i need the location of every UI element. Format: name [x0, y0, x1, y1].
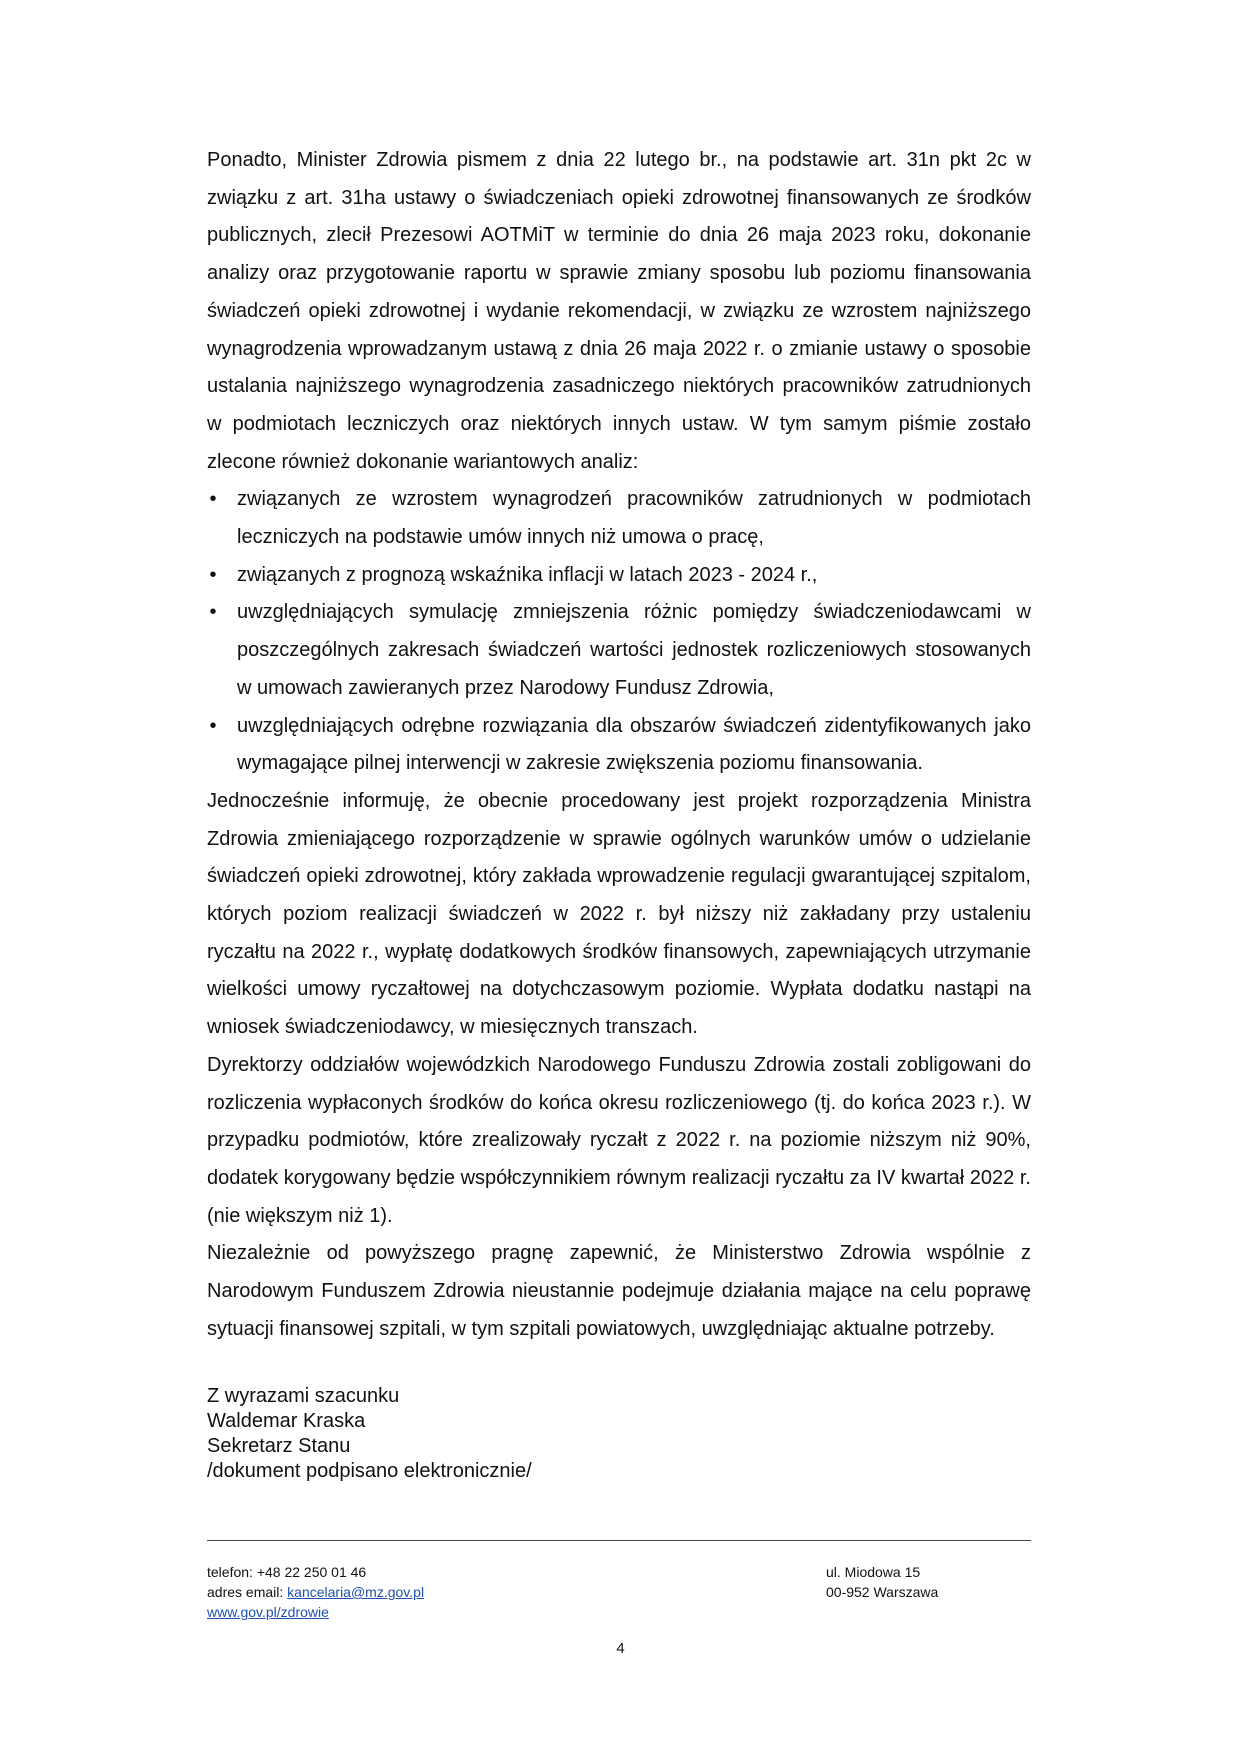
list-item-text: uwzględniających symulację zmniejszenia różnic pomiędzy świadczeniodawcami w poszczególnych zakresach świadczeń wartości jednostek rozliczeniowych stosowanych w umowach zawieranych przez Narodowy Fundusz Zdrowia, — [237, 601, 1031, 699]
paragraph-regulation-draft: Jednocześnie informuję, że obecnie procedowany jest projekt rozporządzenia Ministra Zdrowia zmieniającego rozporządzenie w sprawie ogólnych warunków umów o udzielanie świadczeń opieki zdrowotnej, który zakłada wprowadzenie regulacji gwarantującej szpitalom, których poziom realizacji świadczeń w 2022 r. był niższy niż zakładany przy ustaleniu ryczałtu na 2022 r., wypłatę dodatkowych środków finansowych, zapewniających utrzymanie wielkości umowy ryczałtowej na dotychczasowym poziomie. Wypłata dodatku nastąpi na wniosek świadczeniodawcy, w miesięcznych transzach. — [207, 789, 1031, 1039]
paragraph-settlement: Dyrektorzy oddziałów wojewódzkich Narodowego Funduszu Zdrowia zostali zobligowani do rozliczenia wypłaconych środków do końca okresu rozliczeniowego (tj. do końca 2023 r.). W przypadku podmiotów, które zrealizowały ryczałt z 2022 r. na poziomie niższym niż 90%, dodatek korygowany będzie współczynnikiem równym realizacji ryczałtu za IV kwartał 2022 r. (nie większym niż 1). — [207, 1053, 1031, 1227]
footer-website-line — [207, 1602, 424, 1622]
footer-divider — [207, 1540, 1031, 1541]
bullet-icon: • — [209, 563, 217, 586]
electronic-signature-note: /dokument podpisano elektronicznie/ — [207, 1460, 532, 1482]
list-item — [207, 594, 1031, 707]
website-link[interactable]: www.gov.pl/zdrowie — [207, 1604, 329, 1620]
footer-street: ul. Miodowa 15 — [826, 1564, 921, 1580]
list-item-text: związanych ze wzrostem wynagrodzeń pracowników zatrudnionych w podmiotach leczniczych na podstawie umów innych niż umowa o pracę, — [237, 488, 1031, 549]
footer-email-label: adres email: — [207, 1584, 288, 1600]
bullet-icon: • — [209, 488, 217, 511]
closing-greeting: Z wyrazami szacunku — [207, 1385, 400, 1407]
list-item — [207, 481, 1031, 556]
email-link[interactable]: kancelaria@mz.gov.pl — [287, 1584, 425, 1600]
signature-block — [207, 1384, 532, 1484]
list-item — [207, 708, 1031, 783]
list-item-text: związanych z prognozą wskaźnika inflacji w latach 2023 - 2024 r., — [237, 563, 818, 586]
signer-position: Sekretarz Stanu — [207, 1435, 351, 1457]
signer-name: Waldemar Kraska — [207, 1410, 366, 1432]
list-item-text: uwzględniających odrębne rozwiązania dla obszarów świadczeń zidentyfikowanych jako wymagające pilnej interwencji w zakresie zwiększenia poziomu finansowania. — [237, 714, 1031, 775]
footer-email-line — [207, 1582, 424, 1602]
footer-contact — [207, 1562, 424, 1622]
analysis-variants-list — [207, 481, 1031, 783]
page-number: 4 — [616, 1640, 625, 1657]
bullet-icon: • — [209, 601, 217, 624]
paragraph-assurance: Niezależnie od powyższego pragnę zapewnić, że Ministerstwo Zdrowia wspólnie z Narodowym Funduszem Zdrowia nieustannie podejmuje działania mające na celu poprawę sytuacji finansowej szpitali, w tym szpitali powiatowych, uwzględniając aktualne potrzeby. — [207, 1242, 1031, 1340]
footer-phone: telefon: +48 22 250 01 46 — [207, 1564, 367, 1580]
bullet-icon: • — [209, 714, 217, 737]
paragraph-analysis-order: Ponadto, Minister Zdrowia pismem z dnia 22 lutego br., na podstawie art. 31n pkt 2c w związku z art. 31ha ustawy o świadczeniach opieki zdrowotnej finansowanych ze środków publicznych, zlecił Prezesowi AOTMiT w terminie do dnia 26 maja 2023 roku, dokonanie analizy oraz przygotowanie raportu w sprawie zmiany sposobu lub poziomu finansowania świadczeń opieki zdrowotnej i wydanie rekomendacji, w związku ze wzrostem najniższego wynagrodzenia wprowadzanym ustawą z dnia 26 maja 2022 r. o zmianie ustawy o sposobie ustalania najniższego wynagrodzenia zasadniczego niektórych pracowników zatrudnionych w podmiotach leczniczych oraz niektórych innych ustaw. W tym samym piśmie zostało zlecone również dokonanie wariantowych analiz: — [207, 149, 1031, 473]
letter-body — [207, 142, 1031, 1349]
footer-city: 00-952 Warszawa — [826, 1584, 939, 1600]
footer-address — [826, 1562, 938, 1602]
list-item — [207, 557, 1031, 595]
